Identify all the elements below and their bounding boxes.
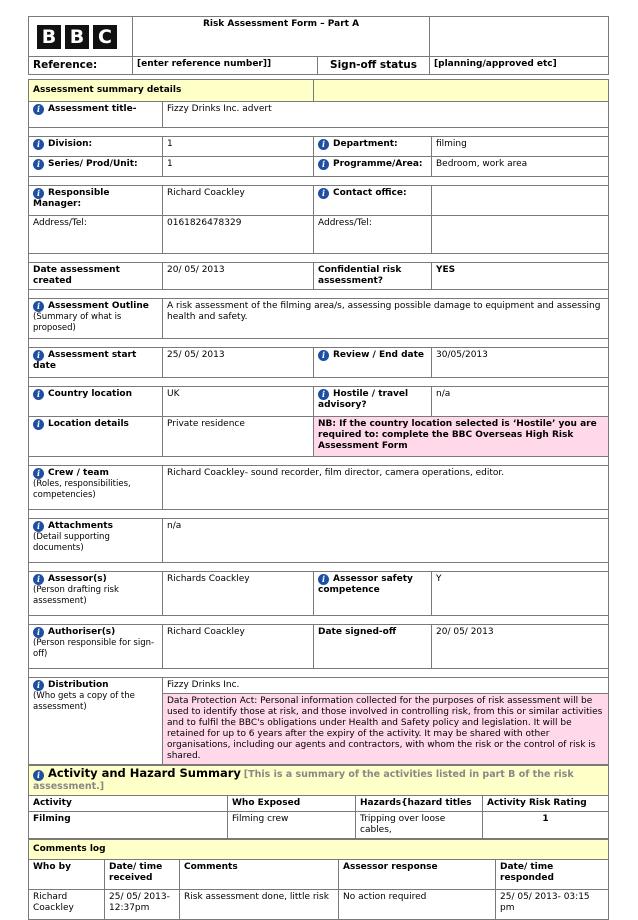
outline-label: Assessment Outline: [48, 301, 149, 311]
signoff-label: Sign-off status: [318, 57, 430, 75]
summary-heading-blank: [314, 80, 609, 102]
review-value[interactable]: 30/05/2013: [432, 348, 609, 378]
date-created-value[interactable]: 20/ 05/ 2013: [163, 263, 314, 290]
division-value[interactable]: 1: [163, 137, 314, 157]
comments-heading: Comments log: [29, 840, 609, 860]
outline-value[interactable]: A risk assessment of the filming area/s, assessing possible damage to equipment and assessing health and safety.: [163, 299, 609, 339]
logo-letter-b1: B: [37, 25, 61, 49]
rating-cell[interactable]: 1: [483, 812, 609, 839]
title-label: Assessment title-: [48, 104, 137, 114]
info-icon[interactable]: i: [33, 574, 44, 585]
exposed-cell[interactable]: Filming crew: [228, 812, 356, 839]
country-label: Country location: [48, 389, 132, 399]
signoff-value[interactable]: [planning/approved etc]: [430, 57, 609, 75]
programme-label: Programme/Area:: [333, 159, 423, 169]
info-icon[interactable]: i: [33, 104, 44, 115]
comments-col-response: Assessor response: [339, 860, 496, 890]
date-created-label: Date assessment created: [29, 263, 163, 290]
address2-value[interactable]: [432, 216, 609, 254]
address1-label: Address/Tel:: [29, 216, 163, 254]
responded-cell[interactable]: 25/ 05/ 2013- 03:15 pm: [496, 890, 609, 920]
info-icon[interactable]: i: [33, 350, 44, 361]
division-label-cell: [29, 137, 163, 157]
info-icon[interactable]: i: [33, 159, 44, 170]
dist-value[interactable]: Fizzy Drinks Inc.: [163, 678, 609, 694]
info-icon[interactable]: i: [33, 419, 44, 430]
attach-value[interactable]: n/a: [163, 519, 609, 563]
address2-label: Address/Tel:: [314, 216, 432, 254]
comments-col-responded: Date/ time responded: [496, 860, 609, 890]
start-label: Assessment start date: [33, 350, 137, 371]
comments-col-who: Who by: [29, 860, 105, 890]
comment-cell[interactable]: Risk assessment done, little risk: [180, 890, 339, 920]
logo-letter-c: C: [93, 25, 117, 49]
assessor-label-cell: [29, 572, 163, 616]
location-label-cell: [29, 417, 163, 457]
series-label: Series/ Prod/Unit:: [48, 159, 138, 169]
activity-table: [28, 765, 609, 839]
info-icon[interactable]: i: [318, 188, 329, 199]
who-cell[interactable]: Richard Coackley: [29, 890, 105, 920]
author-label: Authoriser(s): [48, 627, 116, 637]
manager-value[interactable]: Richard Coackley: [163, 186, 314, 216]
safety-label: Assessor safety competence: [318, 574, 413, 595]
address1-value[interactable]: 0161826478329: [163, 216, 314, 254]
reference-value[interactable]: [enter reference number]]: [133, 57, 318, 75]
activity-heading-cell: [29, 766, 609, 796]
activity-cell[interactable]: Filming: [29, 812, 228, 839]
hostile-label: Hostile / travel advisory?: [318, 389, 409, 410]
attach-label-cell: [29, 519, 163, 563]
info-icon[interactable]: i: [33, 468, 44, 479]
dist-sub: (Who gets a copy of the assessment): [33, 691, 135, 712]
data-protection-notice: Data Protection Act: Personal information collected for the purposes of risk assessment will be used to identify those at risk, and those involved in controlling risk, from this or similar activities and to fulfil the BBC's obligations under Health and Safety policy and legislation. It will be retained for up to 6 years after the expiry of the activity. It may be shared with other organisations, including our agents and contractors, with whom the risk or the control of risk is shared.: [163, 694, 609, 765]
hostile-label-cell: [314, 387, 432, 417]
signed-value[interactable]: 20/ 05/ 2013: [432, 625, 609, 669]
crew-label-cell: [29, 466, 163, 510]
info-icon[interactable]: i: [318, 350, 329, 361]
assessor-sub: (Person drafting risk assessment): [33, 585, 119, 606]
info-icon[interactable]: i: [318, 159, 329, 170]
response-cell[interactable]: No action required: [339, 890, 496, 920]
dist-label-cell: [29, 678, 163, 765]
activity-heading: Activity and Hazard Summary: [48, 766, 241, 780]
activity-col-activity: Activity: [29, 796, 228, 812]
manager-label-cell: [29, 186, 163, 216]
table-row: [29, 890, 609, 920]
bbc-logo: [29, 17, 133, 57]
table-row: [29, 812, 609, 839]
manager-label: Responsible Manager:: [33, 188, 110, 209]
info-icon[interactable]: i: [33, 301, 44, 312]
info-icon[interactable]: i: [33, 770, 44, 781]
review-label-cell: [314, 348, 432, 378]
info-icon[interactable]: i: [318, 139, 329, 150]
confidential-value[interactable]: YES: [432, 263, 609, 290]
series-value[interactable]: 1: [163, 157, 314, 177]
info-icon[interactable]: i: [33, 680, 44, 691]
info-icon[interactable]: i: [33, 188, 44, 199]
crew-value[interactable]: Richard Coackley- sound recorder, film director, camera operations, editor.: [163, 466, 609, 510]
programme-label-cell: [314, 157, 432, 177]
activity-col-hazards: Hazards{hazard titles: [356, 796, 483, 812]
attach-label: Attachments: [48, 521, 113, 531]
department-value[interactable]: filming: [432, 137, 609, 157]
location-value[interactable]: Private residence: [163, 417, 314, 457]
division-label: Division:: [48, 139, 93, 149]
reference-label: Reference:: [29, 57, 133, 75]
author-label-cell: [29, 625, 163, 669]
country-value[interactable]: UK: [163, 387, 314, 417]
start-label-cell: [29, 348, 163, 378]
info-icon[interactable]: i: [33, 139, 44, 150]
info-icon[interactable]: i: [33, 389, 44, 400]
outline-label-cell: [29, 299, 163, 339]
author-sub: (Person responsible for sign-off): [33, 638, 155, 659]
assessor-label: Assessor(s): [48, 574, 107, 584]
activity-col-exposed: Who Exposed: [228, 796, 356, 812]
comments-table: [28, 839, 609, 920]
title-label-cell: [29, 102, 163, 128]
form-header: [28, 16, 609, 75]
logo-letter-b2: B: [65, 25, 89, 49]
start-value[interactable]: 25/ 05/ 2013: [163, 348, 314, 378]
hostile-value[interactable]: n/a: [432, 387, 609, 417]
risk-assessment-form: [28, 16, 608, 920]
title-value[interactable]: Fizzy Drinks Inc. advert: [163, 102, 609, 128]
attach-sub: (Detail supporting documents): [33, 532, 110, 553]
country-label-cell: [29, 387, 163, 417]
department-label-cell: [314, 137, 432, 157]
confidential-label: Confidential risk assessment?: [314, 263, 432, 290]
crew-label: Crew / team: [48, 468, 109, 478]
programme-value[interactable]: Bedroom, work area: [432, 157, 609, 177]
activity-note: [This is a summary of the activities listed in part B of the risk assessment.]: [33, 769, 574, 792]
info-icon[interactable]: i: [318, 574, 329, 585]
activity-col-rating: Activity Risk Rating: [483, 796, 609, 812]
hostile-location-note: NB: If the country location selected is ‘Hostile’ you are required to: complete the BBC Overseas High Risk Assessment Form: [314, 417, 609, 457]
info-icon[interactable]: i: [33, 627, 44, 638]
comments-col-received: Date/ time received: [105, 860, 180, 890]
safety-value[interactable]: Y: [432, 572, 609, 616]
author-value[interactable]: Richard Coackley: [163, 625, 314, 669]
location-label: Location details: [48, 419, 129, 429]
crew-sub: (Roles, responsibilities, competencies): [33, 479, 131, 500]
summary-table: [28, 79, 609, 765]
review-label: Review / End date: [333, 350, 425, 360]
comments-col-comments: Comments: [180, 860, 339, 890]
department-label: Department:: [333, 139, 398, 149]
contact-label: Contact office:: [333, 188, 407, 198]
received-cell[interactable]: 25/ 05/ 2013- 12:37pm: [105, 890, 180, 920]
info-icon[interactable]: i: [318, 389, 329, 400]
summary-heading: Assessment summary details: [29, 80, 314, 102]
header-blank: [430, 17, 609, 57]
contact-value[interactable]: [432, 186, 609, 216]
safety-label-cell: [314, 572, 432, 616]
contact-label-cell: [314, 186, 432, 216]
series-label-cell: [29, 157, 163, 177]
info-icon[interactable]: i: [33, 521, 44, 532]
form-title: Risk Assessment Form – Part A: [133, 17, 430, 57]
assessor-value[interactable]: Richards Coackley: [163, 572, 314, 616]
dist-label: Distribution: [48, 680, 109, 690]
hazards-cell[interactable]: Tripping over loose cables,: [356, 812, 483, 839]
outline-sub: (Summary of what is proposed): [33, 312, 122, 333]
signed-label: Date signed-off: [314, 625, 432, 669]
